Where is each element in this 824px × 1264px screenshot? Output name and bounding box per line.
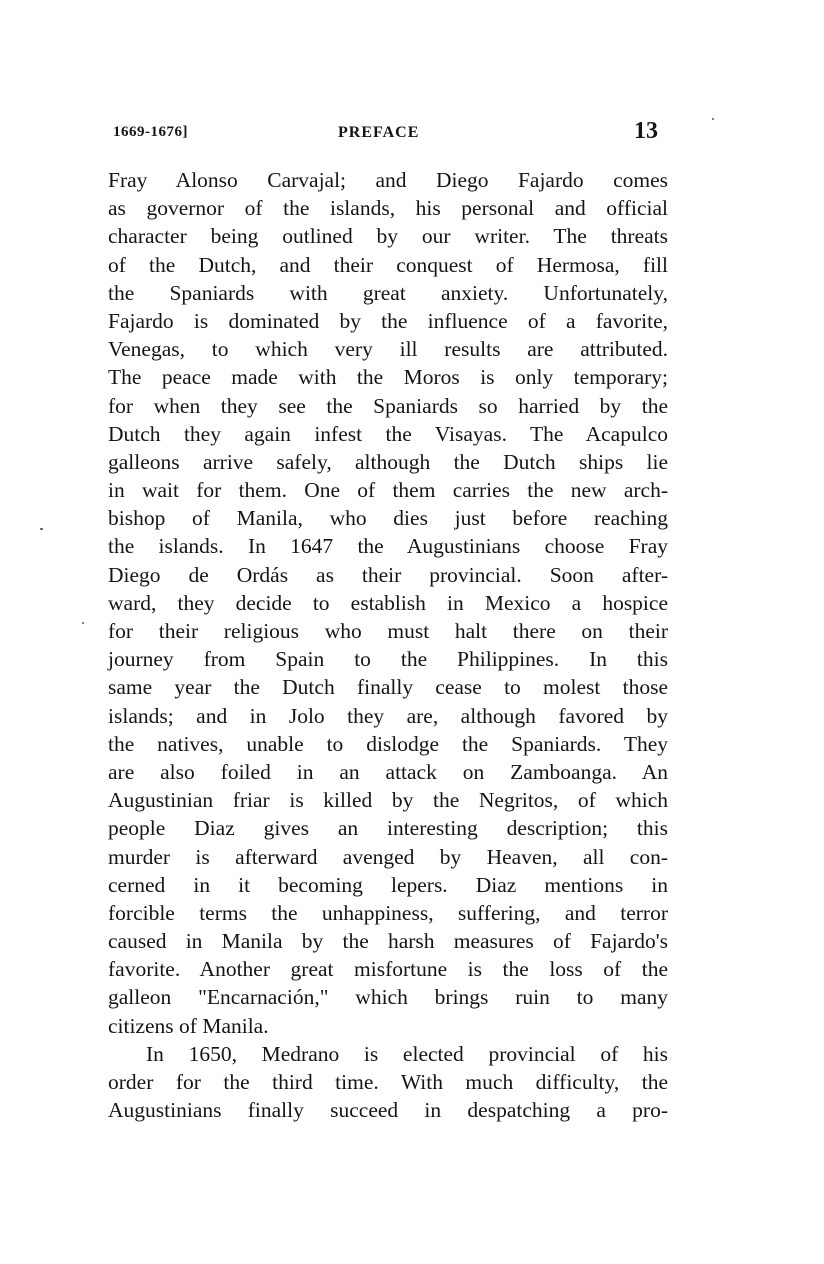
text-line: The peace made with the Moros is only temporary; xyxy=(108,365,668,390)
header-date-range: 1669-1676] xyxy=(113,124,188,140)
body-text xyxy=(108,166,668,1124)
text-line: people Diaz gives an interesting description; this xyxy=(108,816,668,841)
text-line: favorite. Another great misfortune is the loss of the xyxy=(108,957,668,982)
scan-speck xyxy=(82,622,84,624)
text-line: the natives, unable to dislodge the Spaniards. They xyxy=(108,731,668,756)
text-line: Diego de Ordás as their provincial. Soon after- xyxy=(108,562,668,587)
scan-speck xyxy=(712,118,714,120)
text-line: character being outlined by our writer. The threats xyxy=(108,224,668,249)
text-line: for when they see the Spaniards so harried by the xyxy=(108,393,668,418)
text-line: murder is afterward avenged by Heaven, all con- xyxy=(108,844,668,869)
text-line: of the Dutch, and their conquest of Hermosa, fill xyxy=(108,252,668,277)
text-line: galleon "Encarnación," which brings ruin to many xyxy=(108,985,668,1010)
paragraph-end-line: citizens of Manila. xyxy=(108,1013,269,1038)
text-line: same year the Dutch finally cease to molest those xyxy=(108,675,668,700)
text-line: Fray Alonso Carvajal; and Diego Fajardo comes xyxy=(108,168,668,192)
paragraph-start-line: In 1650, Medrano is elected provincial of his xyxy=(146,1041,668,1066)
text-line: caused in Manila by the harsh measures of Fajardo's xyxy=(108,929,668,954)
text-line: as governor of the islands, his personal and official xyxy=(108,196,668,221)
header-title: PREFACE xyxy=(338,124,420,141)
text-line: journey from Spain to the Philippines. In this xyxy=(108,647,668,672)
text-line: the Spaniards with great anxiety. Unfortunately, xyxy=(108,280,668,305)
text-line: Venegas, to which very ill results are attributed. xyxy=(108,337,668,362)
text-line: islands; and in Jolo they are, although favored by xyxy=(108,703,668,728)
text-line: Dutch they again infest the Visayas. The Acapulco xyxy=(108,421,668,446)
text-line: in wait for them. One of them carries the new arch- xyxy=(108,478,668,503)
scan-speck xyxy=(40,528,43,530)
text-line: forcible terms the unhappiness, suffering, and terror xyxy=(108,900,668,925)
page-number: 13 xyxy=(634,118,658,144)
running-header xyxy=(113,118,658,154)
text-line: for their religious who must halt there on their xyxy=(108,619,668,643)
text-line: Augustinian friar is killed by the Negritos, of which xyxy=(108,788,668,813)
text-line: galleons arrive safely, although the Dutch ships lie xyxy=(108,449,668,474)
text-line: the islands. In 1647 the Augustinians choose Fray xyxy=(108,534,668,559)
text-line: order for the third time. With much difficulty, the xyxy=(108,1070,668,1094)
text-line: cerned in it becoming lepers. Diaz mentions in xyxy=(108,872,668,897)
text-line: ward, they decide to establish in Mexico a hospice xyxy=(108,590,668,615)
text-line: are also foiled in an attack on Zamboanga. An xyxy=(108,759,668,784)
text-line: bishop of Manila, who dies just before reaching xyxy=(108,506,668,531)
text-line: Augustinians finally succeed in despatching a pro- xyxy=(108,1098,668,1123)
text-line: Fajardo is dominated by the influence of a favorite, xyxy=(108,308,668,333)
